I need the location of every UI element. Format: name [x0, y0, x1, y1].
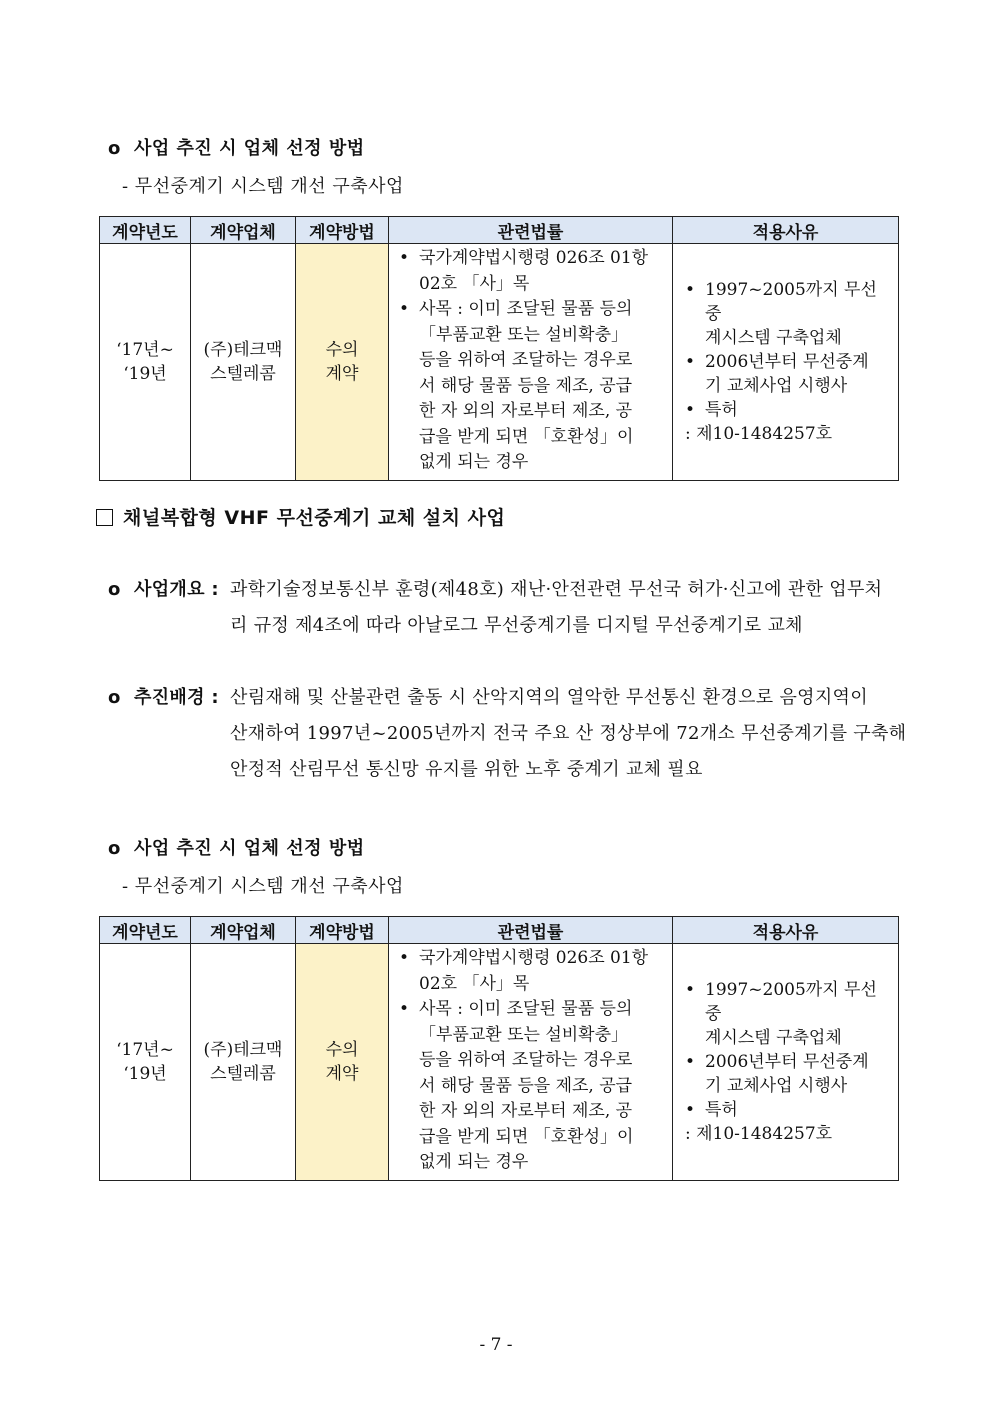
law-item: • 사목 : 이미 조달된 물품 등의 「부품교환 또는 설비확충」 등을 위하여 조달하는 경우로 서 해당 물품 등을 제조, 공급 한 자 외의 자로부터 제조, 공 급을 받게 되면 「호환성」이 없게 되는 경우 — [397, 997, 664, 1176]
page-number: - 7 - — [479, 1335, 513, 1355]
company-line: 스텔레콤 — [210, 1063, 276, 1084]
company-line: (주)테크맥 — [203, 339, 283, 360]
method-line: 수의 — [325, 1039, 359, 1060]
cell-method — [296, 944, 389, 1181]
section2-title-text: 채널복합형 VHF 무선중계기 교체 설치 사업 — [123, 507, 506, 529]
overview-text: 과학기술정보통신부 훈령(제48호) 재난·안전관련 무선국 허가·신고에 관한 업무처 — [230, 579, 883, 600]
table-row — [100, 244, 899, 481]
overview-line-2 — [108, 608, 898, 644]
paragraph-bullet: o — [108, 579, 121, 600]
law-item: • 사목 : 이미 조달된 물품 등의 「부품교환 또는 설비확충」 등을 위하여 조달하는 경우로 서 해당 물품 등을 제조, 공급 한 자 외의 자로부터 제조, 공 급을 받게 되면 「호환성」이 없게 되는 경우 — [397, 297, 664, 476]
heading-text: 사업 추진 시 업체 선정 방법 — [134, 838, 365, 859]
header-method: 계약방법 — [296, 217, 389, 244]
table-header-row — [100, 917, 899, 944]
reason-item: • 특허 — [683, 398, 890, 422]
overview-text: 리 규정 제4조에 따라 아날로그 무선중계기를 디지털 무선중계기로 교체 — [230, 615, 803, 636]
background-line-2 — [108, 716, 907, 752]
heading-bullet: o — [108, 838, 121, 859]
cell-year — [100, 944, 191, 1181]
header-reason: 적용사유 — [673, 917, 899, 944]
header-year: 계약년도 — [100, 917, 191, 944]
background-label: 추진배경 : — [134, 687, 219, 708]
law-item: • 국가계약법시행령 026조 01항 02호 「사」목 — [397, 246, 664, 297]
method-line: 계약 — [325, 1063, 359, 1084]
reason-item: • 2006년부터 무선중계 기 교체사업 시행사 — [683, 1050, 890, 1098]
cell-reason — [673, 944, 899, 1181]
law-item: • 국가계약법시행령 026조 01항 02호 「사」목 — [397, 946, 664, 997]
reason-item: • 2006년부터 무선중계 기 교체사업 시행사 — [683, 350, 890, 398]
header-reason: 적용사유 — [673, 217, 899, 244]
header-law: 관련법률 — [389, 217, 673, 244]
reason-item: • 특허 — [683, 1098, 890, 1122]
contract-table-2 — [99, 916, 899, 1181]
patent-number: : 제10-1484257호 — [685, 1123, 833, 1144]
year-line: ‘17년~ — [116, 339, 174, 360]
background-line-3 — [108, 752, 898, 788]
header-year: 계약년도 — [100, 217, 191, 244]
background-text: 안정적 산림무선 통신망 유지를 위한 노후 중계기 교체 필요 — [230, 759, 703, 780]
background-line-1 — [108, 680, 898, 716]
year-line: ‘19년 — [123, 363, 167, 384]
background-paragraph — [108, 680, 907, 788]
overview-label: 사업개요 : — [134, 579, 219, 600]
method-line: 수의 — [325, 339, 359, 360]
heading-bullet: o — [108, 138, 121, 159]
cell-company — [191, 944, 296, 1181]
year-line: ‘17년~ — [116, 1039, 174, 1060]
company-line: (주)테크맥 — [203, 1039, 283, 1060]
reason-item: • 1997~2005까지 무선중 계시스템 구축업체 — [683, 278, 890, 350]
header-company: 계약업체 — [191, 217, 296, 244]
company-line: 스텔레콤 — [210, 363, 276, 384]
section1-subline: - 무선중계기 시스템 개선 구축사업 — [122, 176, 404, 197]
cell-reason — [673, 244, 899, 481]
table-row — [100, 944, 899, 1181]
contract-table-1 — [99, 216, 899, 481]
section2-title — [96, 503, 505, 530]
patent-number: : 제10-1484257호 — [685, 423, 833, 444]
cell-company — [191, 244, 296, 481]
method-line: 계약 — [325, 363, 359, 384]
cell-law — [389, 944, 673, 1181]
year-line: ‘19년 — [123, 1063, 167, 1084]
header-method: 계약방법 — [296, 917, 389, 944]
overview-paragraph — [108, 572, 898, 644]
header-company: 계약업체 — [191, 917, 296, 944]
checkbox-square-icon — [96, 509, 113, 526]
heading-text: 사업 추진 시 업체 선정 방법 — [134, 138, 365, 159]
section3-subline: - 무선중계기 시스템 개선 구축사업 — [122, 876, 404, 897]
background-text: 산재하여 1997년~2005년까지 전국 주요 산 정상부에 72개소 무선중계기를 구축해 — [230, 723, 907, 744]
section3-heading — [108, 834, 365, 860]
overview-line-1 — [108, 572, 898, 608]
cell-year — [100, 244, 191, 481]
paragraph-bullet: o — [108, 687, 121, 708]
cell-method — [296, 244, 389, 481]
section1-heading — [108, 134, 365, 160]
cell-law — [389, 244, 673, 481]
header-law: 관련법률 — [389, 917, 673, 944]
table-header-row — [100, 217, 899, 244]
background-text: 산림재해 및 산불관련 출동 시 산악지역의 열악한 무선통신 환경으로 음영지역이 — [230, 687, 868, 708]
reason-item: • 1997~2005까지 무선중 계시스템 구축업체 — [683, 978, 890, 1050]
